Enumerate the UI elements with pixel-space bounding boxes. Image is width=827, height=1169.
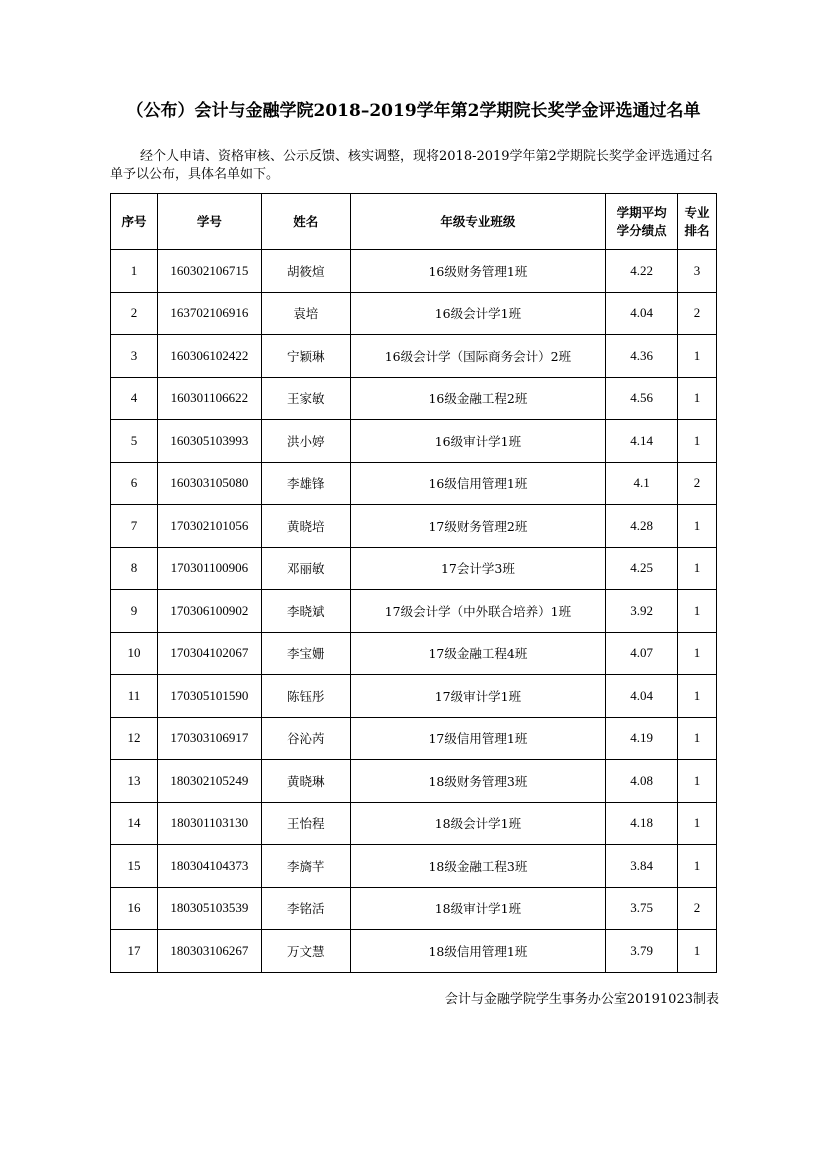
table-row	[111, 505, 717, 548]
cell-class: 18级金融工程3班	[350, 845, 605, 888]
cell-gpa: 4.04	[606, 675, 678, 718]
cell-name: 李宝姗	[261, 632, 350, 675]
cell-seq: 3	[111, 335, 158, 378]
cell-class: 17级财务管理2班	[350, 505, 605, 548]
cell-gpa: 4.19	[606, 717, 678, 760]
header-gpa-line1: 学期平均	[616, 204, 667, 220]
cell-gpa: 3.84	[606, 845, 678, 888]
table-row	[111, 717, 717, 760]
cell-name: 洪小婷	[261, 420, 350, 463]
intro-paragraph: 经个人申请、资格审核、公示反馈、核实调整，现将2018-2019学年第2学期院长奖学金评选通过名单予以公布，具体名单如下。	[110, 149, 713, 182]
cell-name: 黄晓琳	[261, 760, 350, 803]
table-row	[111, 547, 717, 590]
cell-student-id: 160303105080	[157, 462, 261, 505]
footer-credit: 会计与金融学院学生事务办公室20191023制表	[444, 992, 719, 1007]
table-row	[111, 802, 717, 845]
cell-class: 17级会计学（中外联合培养）1班	[350, 590, 605, 633]
table-row	[111, 250, 717, 293]
cell-rank: 2	[678, 292, 717, 335]
cell-class: 18级会计学1班	[350, 802, 605, 845]
cell-name: 黄晓培	[261, 505, 350, 548]
cell-student-id: 180302105249	[157, 760, 261, 803]
cell-rank: 2	[678, 462, 717, 505]
cell-seq: 13	[111, 760, 158, 803]
cell-gpa: 3.79	[606, 930, 678, 973]
cell-seq: 8	[111, 547, 158, 590]
cell-rank: 1	[678, 802, 717, 845]
cell-seq: 11	[111, 675, 158, 718]
cell-student-id: 170301100906	[157, 547, 261, 590]
table-body	[111, 250, 717, 973]
cell-class: 16级审计学1班	[350, 420, 605, 463]
cell-class: 18级财务管理3班	[350, 760, 605, 803]
cell-name: 王怡程	[261, 802, 350, 845]
table-row	[111, 760, 717, 803]
document-title: （公布）会计与金融学院2018–2019学年第2学期院长奖学金评选通过名单	[126, 101, 701, 121]
cell-name: 谷沁芮	[261, 717, 350, 760]
cell-gpa: 4.1	[606, 462, 678, 505]
cell-student-id: 180305103539	[157, 887, 261, 930]
header-rank	[678, 194, 717, 250]
cell-student-id: 160306102422	[157, 335, 261, 378]
cell-rank: 1	[678, 845, 717, 888]
table-row	[111, 887, 717, 930]
cell-name: 李铭活	[261, 887, 350, 930]
cell-seq: 2	[111, 292, 158, 335]
table-row	[111, 462, 717, 505]
cell-student-id: 160301106622	[157, 377, 261, 420]
header-name: 姓名	[261, 194, 350, 250]
cell-gpa: 4.18	[606, 802, 678, 845]
header-gpa	[606, 194, 678, 250]
cell-seq: 6	[111, 462, 158, 505]
cell-seq: 9	[111, 590, 158, 633]
table-row	[111, 420, 717, 463]
cell-student-id: 163702106916	[157, 292, 261, 335]
cell-seq: 16	[111, 887, 158, 930]
cell-gpa: 4.25	[606, 547, 678, 590]
header-gpa-line2: 学分绩点	[616, 222, 667, 238]
table-row	[111, 377, 717, 420]
cell-class: 16级财务管理1班	[350, 250, 605, 293]
cell-class: 16级信用管理1班	[350, 462, 605, 505]
cell-class: 16级会计学（国际商务会计）2班	[350, 335, 605, 378]
cell-name: 李晓斌	[261, 590, 350, 633]
cell-seq: 17	[111, 930, 158, 973]
cell-seq: 10	[111, 632, 158, 675]
header-rank-line2: 排名	[684, 222, 710, 238]
cell-rank: 1	[678, 420, 717, 463]
header-class: 年级专业班级	[350, 194, 605, 250]
cell-name: 王家敏	[261, 377, 350, 420]
cell-class: 16级金融工程2班	[350, 377, 605, 420]
cell-seq: 4	[111, 377, 158, 420]
cell-class: 18级审计学1班	[350, 887, 605, 930]
table-row	[111, 335, 717, 378]
cell-class: 17级金融工程4班	[350, 632, 605, 675]
cell-gpa: 3.92	[606, 590, 678, 633]
cell-student-id: 170304102067	[157, 632, 261, 675]
cell-student-id: 170306100902	[157, 590, 261, 633]
cell-student-id: 160305103993	[157, 420, 261, 463]
cell-student-id: 180301103130	[157, 802, 261, 845]
cell-rank: 1	[678, 547, 717, 590]
cell-rank: 1	[678, 377, 717, 420]
cell-student-id: 170303106917	[157, 717, 261, 760]
cell-gpa: 4.56	[606, 377, 678, 420]
cell-rank: 2	[678, 887, 717, 930]
cell-rank: 1	[678, 632, 717, 675]
header-rank-line1: 专业	[684, 204, 710, 220]
cell-class: 18级信用管理1班	[350, 930, 605, 973]
cell-class: 17级审计学1班	[350, 675, 605, 718]
cell-gpa: 4.36	[606, 335, 678, 378]
cell-seq: 15	[111, 845, 158, 888]
cell-gpa: 4.22	[606, 250, 678, 293]
cell-seq: 12	[111, 717, 158, 760]
cell-class: 17级信用管理1班	[350, 717, 605, 760]
cell-student-id: 180303106267	[157, 930, 261, 973]
cell-seq: 1	[111, 250, 158, 293]
cell-student-id: 170305101590	[157, 675, 261, 718]
table-row	[111, 292, 717, 335]
cell-name: 李雄锋	[261, 462, 350, 505]
header-student-id: 学号	[157, 194, 261, 250]
cell-rank: 1	[678, 760, 717, 803]
cell-seq: 7	[111, 505, 158, 548]
table-row	[111, 590, 717, 633]
cell-gpa: 4.14	[606, 420, 678, 463]
cell-student-id: 180304104373	[157, 845, 261, 888]
table-row	[111, 845, 717, 888]
cell-name: 邓丽敏	[261, 547, 350, 590]
cell-rank: 1	[678, 335, 717, 378]
cell-seq: 5	[111, 420, 158, 463]
table-row	[111, 930, 717, 973]
cell-rank: 1	[678, 717, 717, 760]
cell-name: 胡筱煊	[261, 250, 350, 293]
cell-rank: 1	[678, 675, 717, 718]
cell-gpa: 4.28	[606, 505, 678, 548]
cell-student-id: 160302106715	[157, 250, 261, 293]
cell-rank: 1	[678, 930, 717, 973]
cell-class: 16级会计学1班	[350, 292, 605, 335]
cell-student-id: 170302101056	[157, 505, 261, 548]
table-row	[111, 632, 717, 675]
cell-rank: 3	[678, 250, 717, 293]
table-row	[111, 675, 717, 718]
cell-name: 万文慧	[261, 930, 350, 973]
cell-name: 陈钰彤	[261, 675, 350, 718]
cell-rank: 1	[678, 505, 717, 548]
header-seq: 序号	[111, 194, 158, 250]
cell-gpa: 4.08	[606, 760, 678, 803]
cell-seq: 14	[111, 802, 158, 845]
cell-name: 袁培	[261, 292, 350, 335]
table-header-row	[111, 194, 717, 250]
cell-gpa: 4.07	[606, 632, 678, 675]
scholarship-table	[110, 193, 717, 973]
cell-class: 17会计学3班	[350, 547, 605, 590]
cell-name: 宁颖琳	[261, 335, 350, 378]
cell-gpa: 3.75	[606, 887, 678, 930]
cell-gpa: 4.04	[606, 292, 678, 335]
cell-name: 李旖芊	[261, 845, 350, 888]
cell-rank: 1	[678, 590, 717, 633]
